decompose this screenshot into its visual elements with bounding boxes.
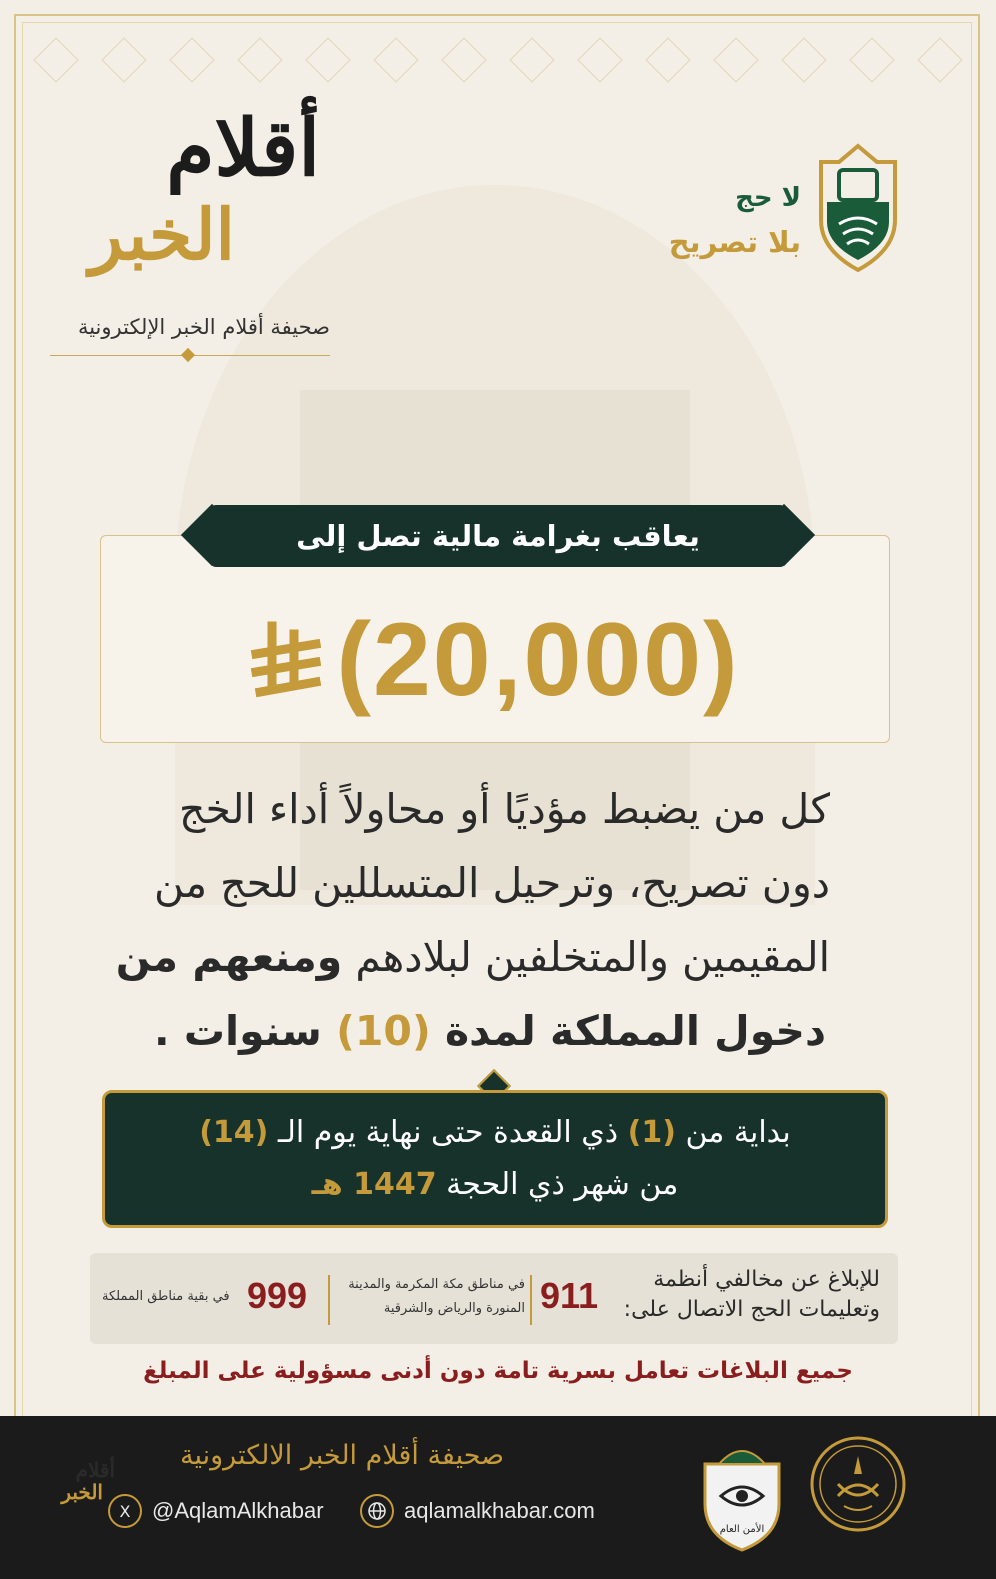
brand-logo [40, 103, 340, 370]
brand-subtitle: صحيفة أقلام الخبر الإلكترونية [77, 315, 330, 339]
body-line3: المقيمين والمتخلفين لبلادهم ومنعهم من [115, 933, 830, 981]
saudi-riyal-icon [250, 620, 322, 700]
report-label: للإبلاغ عن مخالفي أنظمة وتعليمات الحج الاتصال على: [623, 1267, 880, 1322]
fine-heading-banner [210, 505, 786, 567]
body-line2: دون تصريح، وترحيل المتسللين للحج من [153, 859, 830, 907]
phone-911[interactable]: 911 [540, 1275, 599, 1316]
campaign-line1: لا حج [735, 183, 801, 213]
campaign-line2: بلا تصريح [668, 225, 801, 259]
website-url: aqlamalkhabar.com [404, 1498, 595, 1523]
period-box [102, 1090, 888, 1228]
diamond-icon [181, 348, 195, 362]
fine-amount [100, 585, 890, 735]
website-link[interactable] [360, 1494, 595, 1528]
body-line4: دخول المملكة لمدة (10) سنوات . [153, 1007, 827, 1055]
confidentiality-note: جميع البلاغات تعامل بسرية تامة دون أدنى مسؤولية على المبلغ [143, 1358, 853, 1384]
divider [328, 1275, 330, 1325]
svg-text:الأمن العام: الأمن العام [719, 1524, 765, 1535]
phone-999[interactable]: 999 [247, 1275, 308, 1316]
footer-title: صحيفة أقلام الخبر الالكترونية [180, 1440, 505, 1471]
fine-amount-value: (20,000) [336, 601, 740, 718]
fine-heading: يعاقب بغرامة مالية تصل إلى [296, 519, 700, 553]
x-icon: X [108, 1494, 142, 1528]
period-line1: بداية من (1) ذي القعدة حتى نهاية يوم الـ (14) [199, 1115, 791, 1150]
x-handle-link[interactable] [108, 1494, 324, 1528]
body-line1: كل من يضبط مؤديًا أو محاولاً أداء الخج [179, 785, 830, 833]
ornament-pattern [40, 30, 956, 90]
campaign-logo [668, 140, 901, 280]
footer-brand-logo: أقلام الخبر [61, 1458, 115, 1504]
divider [530, 1275, 532, 1325]
ministry-emblem-icon [808, 1434, 908, 1534]
period-line2: من شهر ذي الحجة 1447 هـ [311, 1167, 679, 1202]
shield-icon [815, 140, 901, 275]
x-handle: @AqlamAlkhabar [152, 1498, 324, 1523]
brand-title-line2: الخبر [89, 193, 235, 276]
brand-title-line1: أقلام [166, 103, 320, 194]
phone-911-desc: في مناطق مكة المكرمة والمدينة المنورة والرياض والشرقية [348, 1277, 525, 1316]
phone-999-desc: في بقية مناطق المملكة [102, 1289, 230, 1304]
globe-icon [360, 1494, 394, 1528]
footer [0, 1416, 996, 1579]
public-security-emblem-icon [695, 1434, 789, 1554]
report-box [90, 1253, 898, 1344]
penalty-description [115, 772, 830, 1068]
